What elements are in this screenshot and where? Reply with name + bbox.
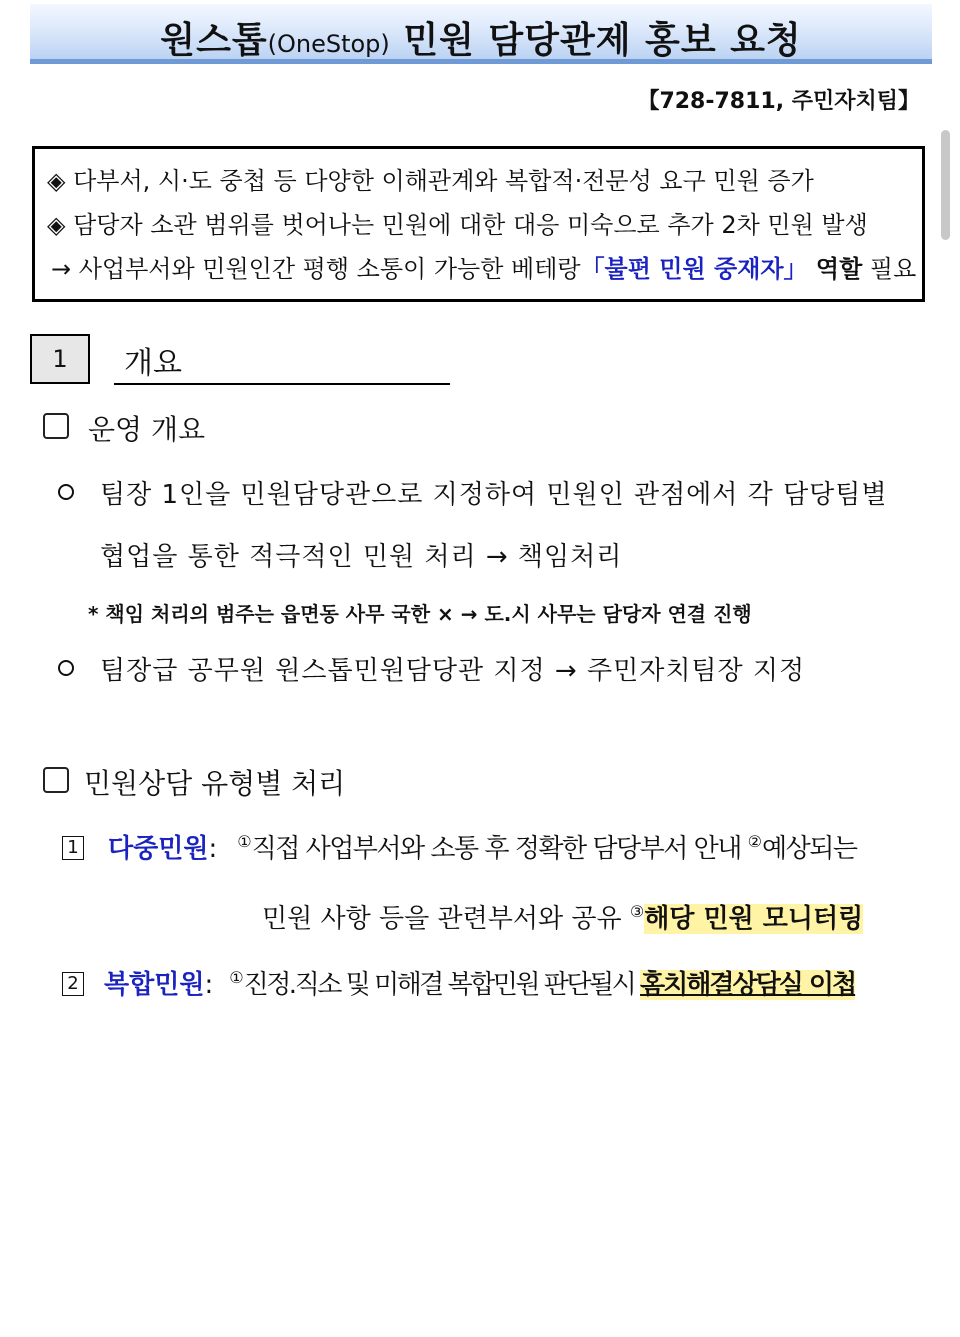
checkbox-icon [43,413,69,439]
bullet-circle-icon [58,660,74,676]
section-underline [114,383,450,385]
subheading-operation: 운영 개요 [88,413,206,446]
summary-role: 역할 [807,255,863,283]
item-1-marker-3: ③ [629,902,645,921]
bullet-1-line-1: 팀장 1인을 민원담당관으로 지정하여 민원인 관점에서 각 담당팀별 [100,480,888,510]
summary-highlight: 「불편 민원 중재자」 [580,255,808,283]
item-2-text-1: 진정.직소 및 미해결 복합민원 판단될시 [243,970,641,1000]
title-banner [30,4,932,64]
section-number: 1 [30,334,90,384]
summary-box [32,146,925,302]
item-1-line-2 [262,898,863,935]
bullet-2: 팀장급 공무원 원스톱민원담당관 지정 → 주민자치팀장 지정 [100,656,806,686]
checkbox-icon [43,767,69,793]
title-onestop: (OneStop) [267,30,390,58]
item-1-marker-2: ② [747,832,762,851]
item-1-label: 다중민원 [108,834,209,864]
item-1-marker-1: ① [237,832,252,851]
note-line: * 책임 처리의 범주는 읍면동 사무 국한 × → 도.시 사무는 담당자 연결 진행 [88,602,752,626]
item-1-colon: : [208,834,218,864]
summary-line-2: ◈ 담당자 소관 범위를 벗어나는 민원에 대한 대응 미숙으로 추가 2차 민원 발생 [47,211,868,239]
title-prefix: 원스톱 [160,20,268,61]
subheading-consultation: 민원상담 유형별 처리 [84,767,346,800]
item-2-highlight: 홈치해결상담실 이첩 [640,970,856,1000]
item-2-line-1 [104,964,855,1001]
bullet-circle-icon [58,484,74,500]
summary-line-1: ◈ 다부서, 시·도 중첩 등 다양한 이해관계와 복합적·전문성 요구 민원 증가 [47,167,814,195]
summary-need: 필요 [862,255,917,283]
item-1-text-3: 민원 사항 등을 관련부서와 공유 [262,904,630,934]
item-1-text-1: 직접 사업부서와 소통 후 정확한 담당부서 안내 [251,834,748,864]
item-2-colon: : [204,970,214,1000]
item-1-highlight: 해당 민원 모니터링 [644,904,864,934]
section-title: 개요 [124,346,182,381]
summary-line-3-text: → 사업부서와 민원인간 평행 소통이 가능한 베테랑 [51,255,581,283]
bullet-1-line-2: 협업을 통한 적극적인 민원 처리 → 책임처리 [100,542,623,572]
item-1-text-2: 예상되는 [761,834,857,864]
scrollbar-thumb[interactable] [941,130,950,240]
title-suffix: 민원 담당관제 홍보 요청 [389,20,802,61]
item-1-number: 1 [62,836,84,860]
summary-line-3 [51,249,916,284]
contact-info: 【728-7811, 주민자치팀】 [637,89,920,114]
document-title [30,12,932,63]
item-1-line-1 [108,828,856,865]
item-2-number: 2 [62,972,84,996]
item-2-marker-1: ① [229,968,244,987]
item-2-label: 복합민원 [104,970,205,1000]
